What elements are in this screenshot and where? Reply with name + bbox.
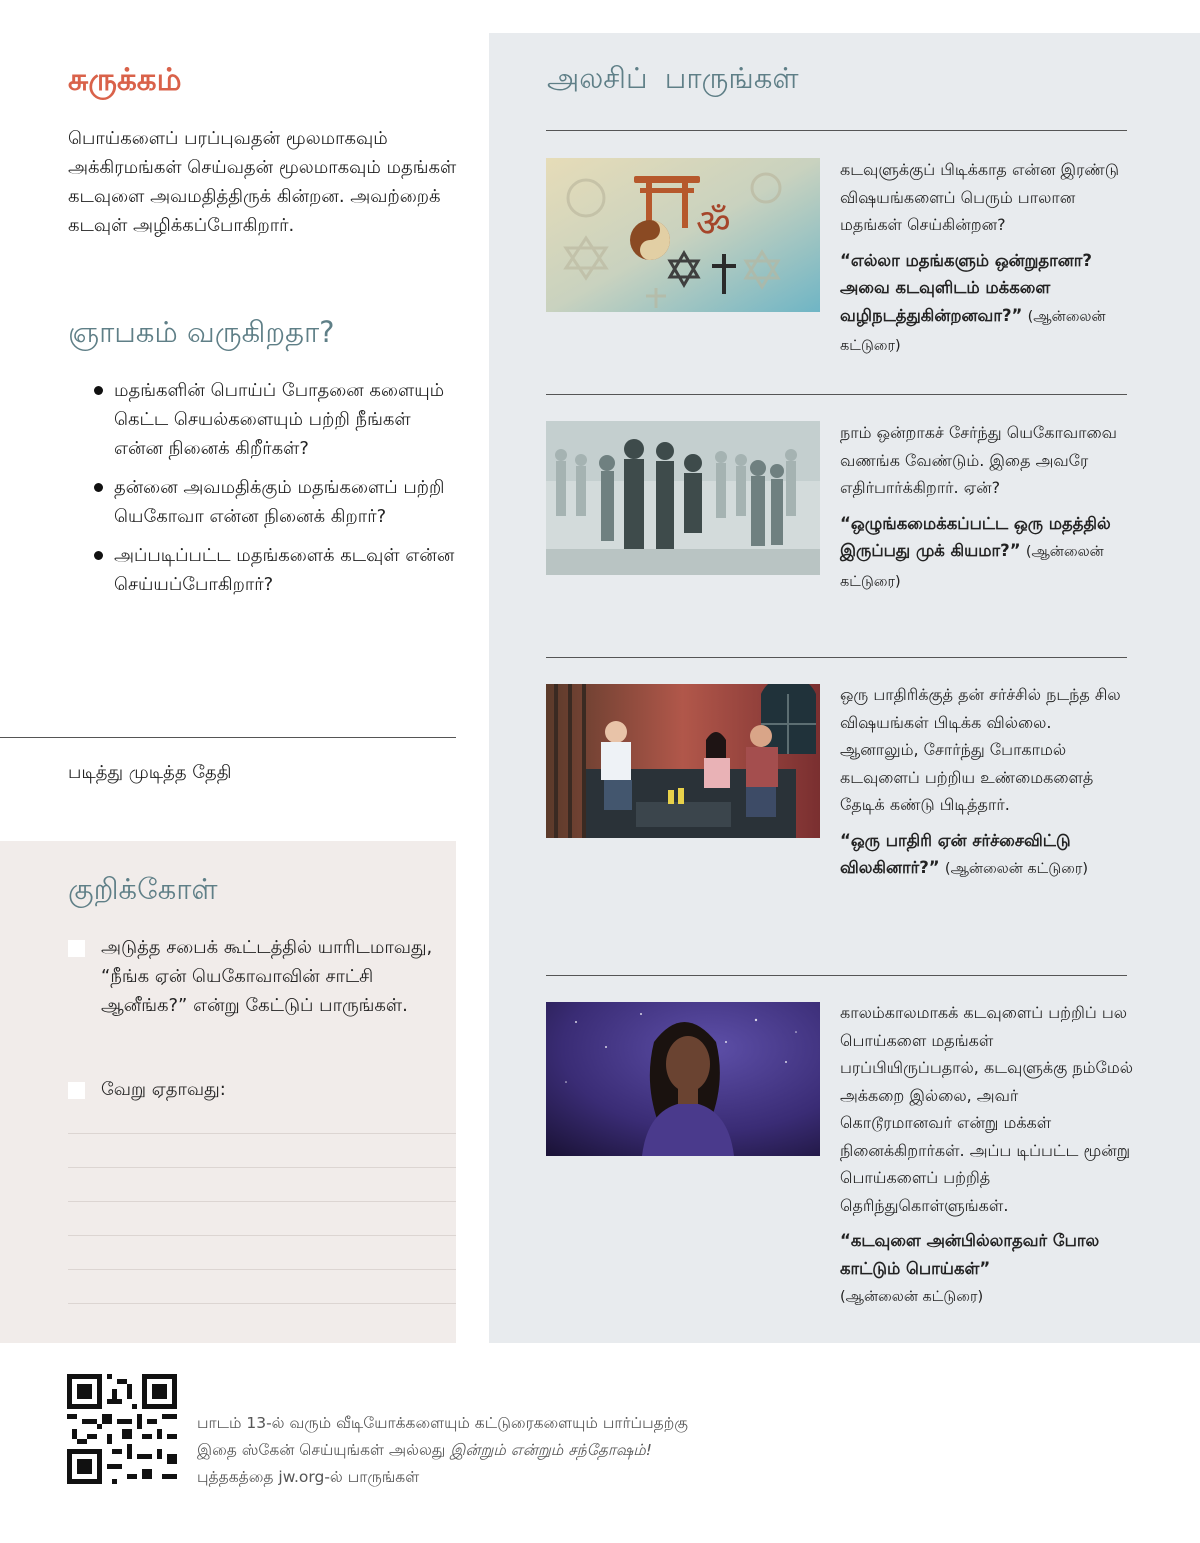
religious-symbols-illustration (546, 158, 820, 312)
entry-source: (ஆன்லைன் கட்டுரை) (840, 308, 1106, 354)
entry-description: கடவுளுக்குப் பிடிக்காத என்ன இரண்டு விஷயங்களைப் பெரும் பாலான மதங்கள் செய்கின்றன? (840, 160, 1120, 234)
entry-description: ஒரு பாதிரிக்குத் தன் சர்ச்சில் நடந்த சில விஷயங்கள் பிடிக்க வில்லை. ஆனாலும், சோர்ந்து போகாமல் கடவுளைப் பற்றிய உண்மைகளைத் தேடிக் கண்டு பிடித்தார். (840, 685, 1121, 814)
goal-checkbox[interactable] (68, 940, 85, 957)
entry-link-title[interactable]: “எல்லா மதங்களும் ஒன்றுதானா? அவை கடவுளிடம் மக்களை வழிநடத்துகின்றனவா?” (840, 250, 1092, 325)
write-line[interactable] (68, 1133, 456, 1134)
entry-description: நாம் ஒன்றாகச் சேர்ந்து யெகோவாவை வணங்க வேண்டும். இதை அவரே எதிர்பார்க்கிறார். ஏன்? (840, 423, 1117, 497)
entry-link-title[interactable]: “ஒழுங்கமைக்கப்பட்ட ஒரு மதத்தில் இருப்பது முக் கியமா?” (840, 513, 1111, 560)
qr-code-icon[interactable] (67, 1374, 177, 1484)
remember-question: அப்படிப்பட்ட மதங்களைக் கடவுள் என்ன செய்யப்போகிறார்? (114, 545, 455, 595)
footer-text-end: புத்தகத்தை jw.org-ல் பாருங்கள் (197, 1468, 420, 1486)
summary-body: பொய்களைப் பரப்புவதன் மூலமாகவும் அக்கிரமங்கள் செய்வதன் மூலமாகவும் மதங்கள் கடவுளை அவமதித்திருக் கின்றன. அவற்றைக் கடவுள் அழிக்கப்போகிறார். (68, 128, 457, 236)
remember-question: மதங்களின் பொய்ப் போதனை களையும் கெட்ட செயல்களையும் பற்றி நீங்கள் என்ன நினைக் கிறீர்கள்? (114, 380, 445, 459)
write-line[interactable] (68, 1269, 456, 1270)
entry-link[interactable] (840, 827, 1135, 884)
religious-symbols-image[interactable] (546, 158, 820, 312)
remember-heading: ஞாபகம் வருகிறதா? (68, 315, 335, 349)
write-line[interactable] (68, 1235, 456, 1236)
goal-section (0, 841, 456, 1343)
date-rule (0, 737, 456, 738)
entry-link-title[interactable]: “கடவுளை அன்பில்லாதவர் போல காட்டும் பொய்கள்” (840, 1231, 1100, 1278)
entry-text (840, 419, 1135, 596)
list-item (68, 541, 458, 599)
write-line[interactable] (68, 1303, 456, 1304)
footer-text-start: பாடம் 13-ல் வரும் வீடியோக்களையும் கட்டுரைகளையும் பார்ப்பதற்கு இதை ஸ்கேன் செய்யுங்கள் அல்லது (197, 1414, 688, 1459)
finish-date-label: படித்து முடித்த தேதி (68, 762, 232, 783)
remember-question: தன்னை அவமதிக்கும் மதங்களைப் பற்றி யெகோவா என்ன நினைக் கிறார்? (114, 477, 445, 527)
entry-text (840, 999, 1135, 1312)
entry-divider (546, 394, 1127, 395)
entry-text (840, 156, 1135, 361)
svg-text:ॐ: ॐ (696, 201, 731, 245)
book-title: இன்றும் என்றும் சந்தோஷம்! (450, 1441, 652, 1459)
bullet-icon (94, 386, 103, 395)
entry-text (840, 681, 1135, 884)
woman-night-sky-image[interactable] (546, 1002, 820, 1156)
congregation-illustration (546, 421, 820, 575)
goal-item (68, 933, 448, 1020)
remember-section (68, 312, 458, 609)
bullet-icon (94, 551, 103, 560)
entry-link[interactable] (840, 247, 1135, 361)
list-item (68, 473, 458, 531)
summary-section (68, 60, 458, 240)
patio-illustration (546, 684, 820, 838)
entry-divider (546, 657, 1127, 658)
night-sky-illustration (546, 1002, 820, 1156)
remember-list (68, 376, 458, 599)
qr-code-graphic (67, 1374, 177, 1484)
entry-link-title[interactable]: “ஒரு பாதிரி ஏன் சர்ச்சைவிட்டு விலகினார்?” (840, 830, 1071, 877)
goal-checkbox-other[interactable] (68, 1082, 85, 1099)
entry-description: காலம்காலமாகக் கடவுளைப் பற்றிப் பல பொய்களை மதங்கள் பரப்பியிருப்பதால், கடவுளுக்கு நம்மேல் அக்கறை இல்லை, அவர் கொடூரமானவர் என்று மக்கள் நினைக்கிறார்கள். அப்ப டிப்பட்ட மூன்று பொய்களைப் பற்றித் தெரிந்துகொள்ளுங்கள். (840, 1003, 1133, 1215)
patio-conversation-image[interactable] (546, 684, 820, 838)
goal-text: அடுத்த சபைக் கூட்டத்தில் யாரிடமாவது, “நீங்க ஏன் யெகோவாவின் சாட்சி ஆனீங்க?” என்று கேட்டுப் பாருங்கள். (101, 937, 433, 1016)
entry-source: (ஆன்லைன் கட்டுரை) (944, 861, 1089, 877)
bullet-icon (94, 483, 103, 492)
goal-item-other (68, 1075, 448, 1104)
list-item (68, 376, 458, 463)
entry-link[interactable] (840, 1227, 1135, 1312)
congregation-gathering-image[interactable] (546, 421, 820, 575)
entry-source: (ஆன்லைன் கட்டுரை) (840, 1289, 984, 1305)
footer-text (197, 1410, 717, 1491)
goal-text-other: வேறு ஏதாவது: (101, 1079, 226, 1100)
summary-heading: சுருக்கம் (68, 62, 182, 98)
write-line[interactable] (68, 1167, 456, 1168)
goal-heading: குறிக்கோள் (68, 872, 218, 906)
entry-divider (546, 130, 1127, 131)
entry-divider (546, 975, 1127, 976)
entry-link[interactable] (840, 510, 1135, 597)
write-line[interactable] (68, 1201, 456, 1202)
entry-source: (ஆன்லைன் கட்டுரை) (840, 544, 1104, 590)
explore-heading: அலசிப் பாருங்கள் (547, 61, 799, 95)
